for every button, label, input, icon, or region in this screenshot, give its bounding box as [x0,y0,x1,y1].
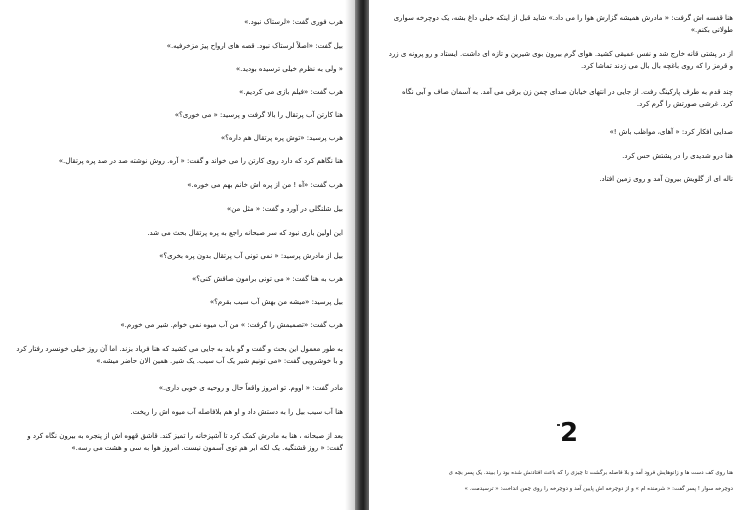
left-paragraph: بیل پرسید: «میشه من بهش آب سیب بقرم؟» [209,298,343,306]
page-number: 2 [560,418,579,448]
left-paragraph: هرب گفت: «فیلم بازی می کردیم.» [238,88,343,96]
left-paragraph: هرب پرسید: «توش پره پرتقال هم داره؟» [220,134,343,142]
right-paragraph: صدایی افکار کرد: « آهای، مواظب باش !» [609,128,733,136]
right-paragraph: هنا درو شدیدی را در پشتش حس کرد. [622,152,733,160]
left-paragraph: هنا آب سیب بیل را به دستش داد و او هم بلافاصله آب میوه اش را ریخت. [130,408,343,416]
left-paragraph: بیل از مادرش پرسید: « نمی تونی آب پرتقال بدون پره بخری؟» [159,252,343,260]
right-paragraph: هنا قفسه اش گرفت: « مادرش همیشه گزارش هوا را می داد.» شاید قبل از اینکه خیلی داغ بشه، یک دوچرخه سواری طولانی بکنم.» [393,14,733,34]
book-spine [355,0,369,510]
left-paragraph: هنا کارتن آب پرتقال را بالا گرفت و پرسید: « می خوری؟» [174,111,343,119]
left-paragraph: هرب گفت: «آه ! من از پره اش خانم بهم می خوره.» [187,181,343,189]
left-paragraph: هرب گفت: «تصمیمش را گرفت: » من آب میوه نمی خوام. شیر می خورم.» [120,321,343,329]
footnote-line: هنا روی کف دست ها و زانوهایش فرود آمد و بلا فاصله برگشت تا چیزی را که باعث افتادنش شده بود را ببیند. یک پسر بچه ی [448,470,733,476]
left-page [0,0,355,510]
footnote-line: دوچرخه سوار ! پسر گفت: « شرمنده ام » و از دوچرخه اش پایین آمد و دوچرخه را روی چمن انداخت: « ترسیدمت. » [464,486,733,492]
right-page [369,0,745,510]
left-paragraph: هنا نگاهم کرد که دارد روی کارتن را می خواند و گفت: « آره. روش نوشته صد در صد پره پرتقال.» [58,157,343,165]
right-paragraph: از در پشتی قانه خارج شد و نفس عمیقی کشید. هوای گرم بیرون بوی شیرین و تازه ای داشت. ایستاد و رو پرونه ی زرد و قرمز را که روی باغچه بال بال می زدند تماشا کرد. [388,50,733,70]
left-paragraph: مادر گفت: « اووم. تو امروز واقعاً حال و روحیه ی خوبی داری.» [158,384,343,392]
left-paragraph: هرب فوری گفت: «لرستاک نبود.» [244,18,343,26]
left-paragraph: هرب به هنا گفت: « می تونی برامون صافش کنی؟» [191,275,343,283]
right-paragraph: ناله ای از گلویش بیرون آمد و روی زمین افتاد. [599,175,733,183]
right-paragraph: چند قدم به طرف پارکینگ رفت. از جایی در انتهای خیابان صدای چمن زن برقی می آمد. به آسمان صاف و آبی نگاه کرد. غرشی صورتش را گرم کرد. [402,88,733,108]
left-paragraph: بیل گفت: «اصلاً لرستاک نبود. قصه های ارواح پیژ مزخرفیه.» [166,42,343,50]
left-paragraph: این اولین باری نبود که سر صبحانه راجع به پره پرتقال بحث می شد. [147,229,343,237]
left-paragraph: بعد از صبحانه ، هنا به مادرش کمک کرد تا آشپزخانه را تمیز کند. قاشق قهوه اش از پنجره به بیرون نگاه کرد و گفت: « روز قشنگیه. یک لکه ابر هم توی آسمون نیست. امروز هوا به سی و هشت می رسه.» [27,432,343,452]
left-paragraph: به طور معمول این بحث و گفت و گو باید به جایی می کشید که هنا فریاد بزند. اما آن روز خیلی خونسرد رفتار کرد و با خوشرویی گفت: «می تونیم شیر یک آب سیب. یک شیر. همین الان حاضر میشه.» [16,345,343,365]
left-paragraph: بیل شلنگلی در آورد و گفت: « مثل من» [226,205,343,213]
left-paragraph: « ولی به نظرم خیلی ترسیده بودید.» [235,65,343,73]
